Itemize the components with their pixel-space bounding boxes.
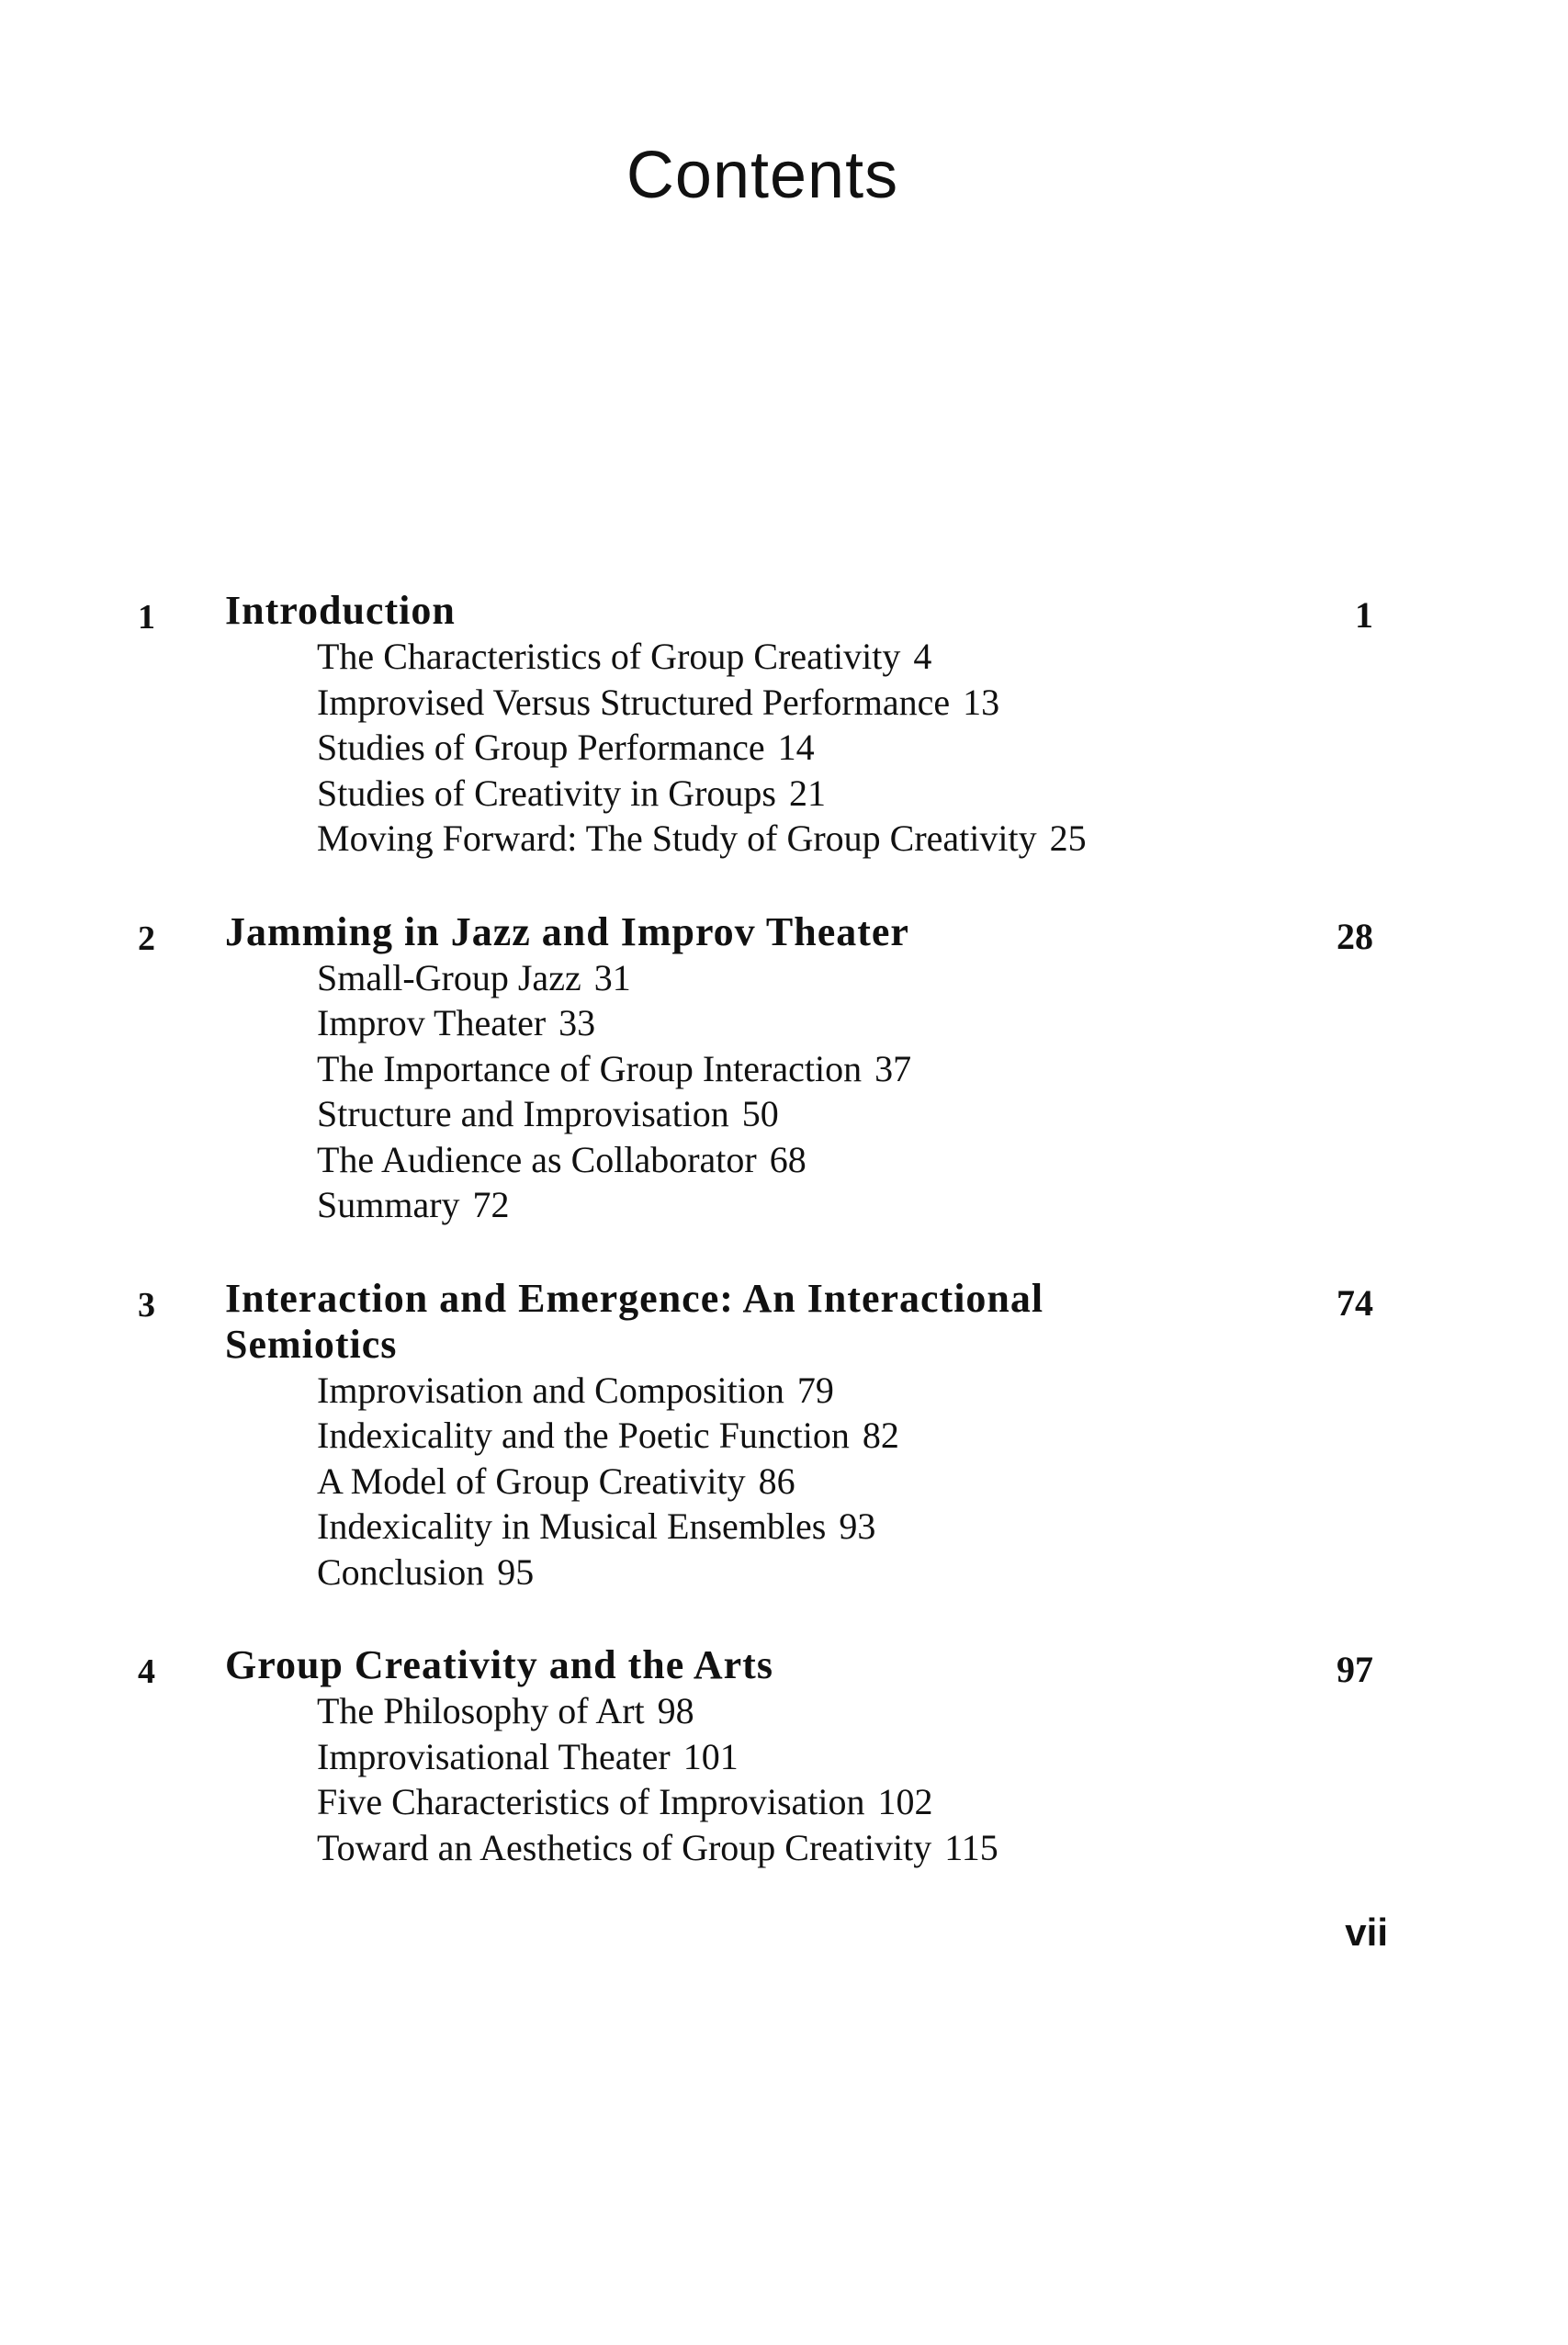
section-entry xyxy=(317,1182,1568,1228)
section-entry xyxy=(317,1091,1568,1137)
section-title: Indexicality in Musical Ensembles xyxy=(317,1505,827,1547)
chapter-number: 3 xyxy=(138,1285,155,1325)
section-page-number: 98 xyxy=(657,1690,694,1731)
section-entry xyxy=(317,725,1568,771)
section-entry xyxy=(317,1046,1568,1092)
chapter-page-number: 74 xyxy=(1337,1281,1373,1324)
section-title: The Audience as Collaborator xyxy=(317,1138,757,1180)
chapter-heading xyxy=(0,1642,1568,1691)
section-entry xyxy=(317,1137,1568,1183)
section-title: Five Characteristics of Improvisation xyxy=(317,1781,865,1822)
section-page-number: 68 xyxy=(769,1138,807,1180)
section-entry xyxy=(317,1825,1568,1871)
section-page-number: 14 xyxy=(777,727,815,768)
chapter-number: 2 xyxy=(138,919,155,958)
section-title: Improvisational Theater xyxy=(317,1735,671,1777)
section-page-number: 82 xyxy=(862,1415,899,1456)
section-title: Studies of Creativity in Groups xyxy=(317,772,776,814)
section-page-number: 93 xyxy=(839,1505,876,1547)
chapter-page-number: 97 xyxy=(1337,1649,1373,1690)
section-title: Moving Forward: The Study of Group Creativity xyxy=(317,817,1037,859)
section-title: Toward an Aesthetics of Group Creativity xyxy=(317,1826,932,1868)
section-entry xyxy=(317,1368,1568,1414)
section-entry xyxy=(317,1734,1568,1780)
section-page-number: 101 xyxy=(682,1735,739,1777)
chapter-2 xyxy=(0,909,1568,1228)
chapter-title: Introduction xyxy=(225,588,456,633)
section-entry xyxy=(317,634,1568,680)
section-list xyxy=(317,1688,1568,1870)
section-page-number: 115 xyxy=(944,1826,998,1868)
chapter-4 xyxy=(0,1642,1568,1870)
section-list xyxy=(317,634,1568,862)
chapter-title: Jamming in Jazz and Improv Theater xyxy=(225,908,909,954)
section-list xyxy=(317,1368,1568,1595)
chapter-number: 1 xyxy=(138,598,155,637)
chapter-heading xyxy=(0,588,1568,637)
section-page-number: 4 xyxy=(913,636,932,677)
section-entry xyxy=(317,680,1568,726)
section-entry xyxy=(317,1413,1568,1459)
section-entry xyxy=(317,1459,1568,1505)
page-folio: vii xyxy=(1345,1911,1388,1954)
section-page-number: 79 xyxy=(796,1369,834,1411)
section-title: The Characteristics of Group Creativity xyxy=(317,636,901,677)
chapter-title: Group Creativity and the Arts xyxy=(225,1642,773,1687)
section-page-number: 13 xyxy=(963,681,1000,723)
section-entry xyxy=(317,955,1568,1001)
section-page-number: 37 xyxy=(874,1047,912,1089)
section-title: Structure and Improvisation xyxy=(317,1093,729,1134)
section-list xyxy=(317,955,1568,1228)
page-title: Contents xyxy=(626,139,899,212)
section-page-number: 72 xyxy=(472,1184,510,1225)
chapter-heading xyxy=(0,1276,1568,1368)
section-title: Improvised Versus Structured Performance xyxy=(317,681,951,723)
chapter-page-number: 28 xyxy=(1337,915,1373,957)
section-title: Conclusion xyxy=(317,1550,485,1593)
section-title: Summary xyxy=(317,1184,460,1225)
section-title: The Importance of Group Interaction xyxy=(317,1047,863,1089)
section-entry xyxy=(317,771,1568,817)
section-page-number: 31 xyxy=(593,956,631,998)
section-entry xyxy=(317,1779,1568,1825)
section-title: Studies of Group Performance xyxy=(317,727,765,768)
section-page-number: 21 xyxy=(788,772,826,814)
section-page-number: 102 xyxy=(877,1781,933,1822)
chapter-page-number: 1 xyxy=(1355,594,1373,636)
section-entry xyxy=(317,1000,1568,1046)
section-entry xyxy=(317,816,1568,862)
section-page-number: 25 xyxy=(1049,817,1087,859)
chapter-title: Interaction and Emergence: An Interactional Semiotics xyxy=(225,1275,1044,1367)
section-page-number: 86 xyxy=(758,1460,795,1502)
chapter-1 xyxy=(0,588,1568,862)
section-entry xyxy=(317,1688,1568,1734)
chapter-number: 4 xyxy=(138,1652,155,1691)
section-title: Indexicality and the Poetic Function xyxy=(317,1415,850,1456)
section-page-number: 50 xyxy=(741,1093,779,1134)
table-of-contents xyxy=(0,588,1568,1918)
section-title: Small-Group Jazz xyxy=(317,956,581,998)
section-entry xyxy=(317,1550,1568,1595)
section-title: Improv Theater xyxy=(317,1002,547,1043)
chapter-heading xyxy=(0,908,1568,958)
section-title: The Philosophy of Art xyxy=(317,1690,645,1731)
section-title: A Model of Group Creativity xyxy=(317,1460,746,1502)
section-page-number: 95 xyxy=(497,1550,535,1593)
section-entry xyxy=(317,1504,1568,1550)
chapter-3 xyxy=(0,1276,1568,1595)
section-title: Improvisation and Composition xyxy=(317,1369,784,1411)
section-page-number: 33 xyxy=(558,1002,596,1043)
